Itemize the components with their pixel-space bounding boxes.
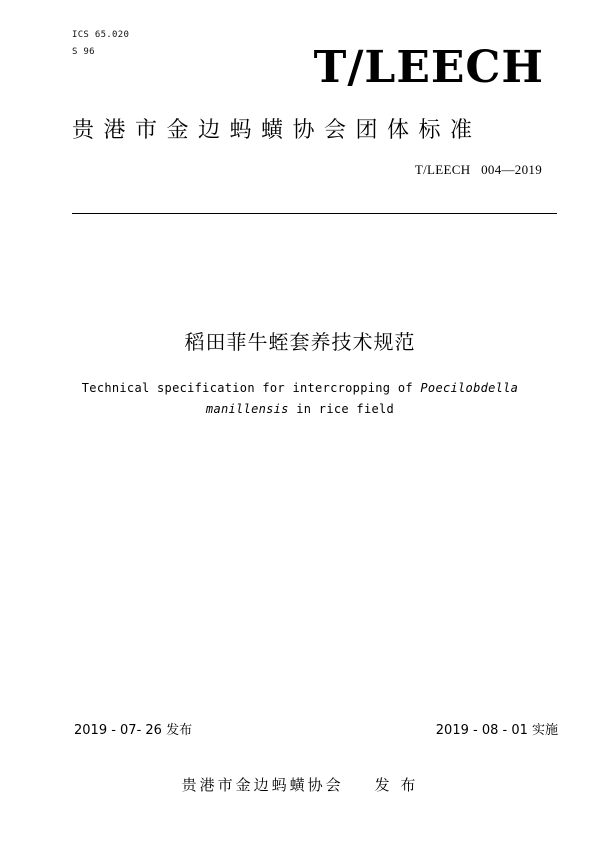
species-genus-name: Poecilobdella [420,381,519,395]
issue-date: 2019 - 07- 26 发布 [74,723,193,738]
document-title-english [0,378,600,420]
publisher-line: 贵港市金边蚂蟥协会 发 布 [181,776,419,794]
standard-code-logo: T/LEECH [313,42,544,93]
implementation-date: 2019 - 08 - 01 实施 [435,723,558,738]
ics-code: ICS 65.020 [72,30,130,40]
organization-standard-heading: 贵港市金边蚂蟥协会团体标准 [72,118,482,143]
document-title-chinese: 稻田菲牛蛭套养技术规范 [184,330,416,354]
english-title-line-2 [0,399,600,420]
header-divider [72,213,557,214]
english-title-line-1 [0,378,600,399]
english-title-suffix: in rice field [288,402,395,416]
ccs-code: S 96 [72,47,95,57]
standard-number: T/LEECH 004—2019 [414,162,542,177]
species-epithet-name: manillensis [205,402,289,416]
english-title-prefix: Technical specification for intercropping of [81,381,421,395]
